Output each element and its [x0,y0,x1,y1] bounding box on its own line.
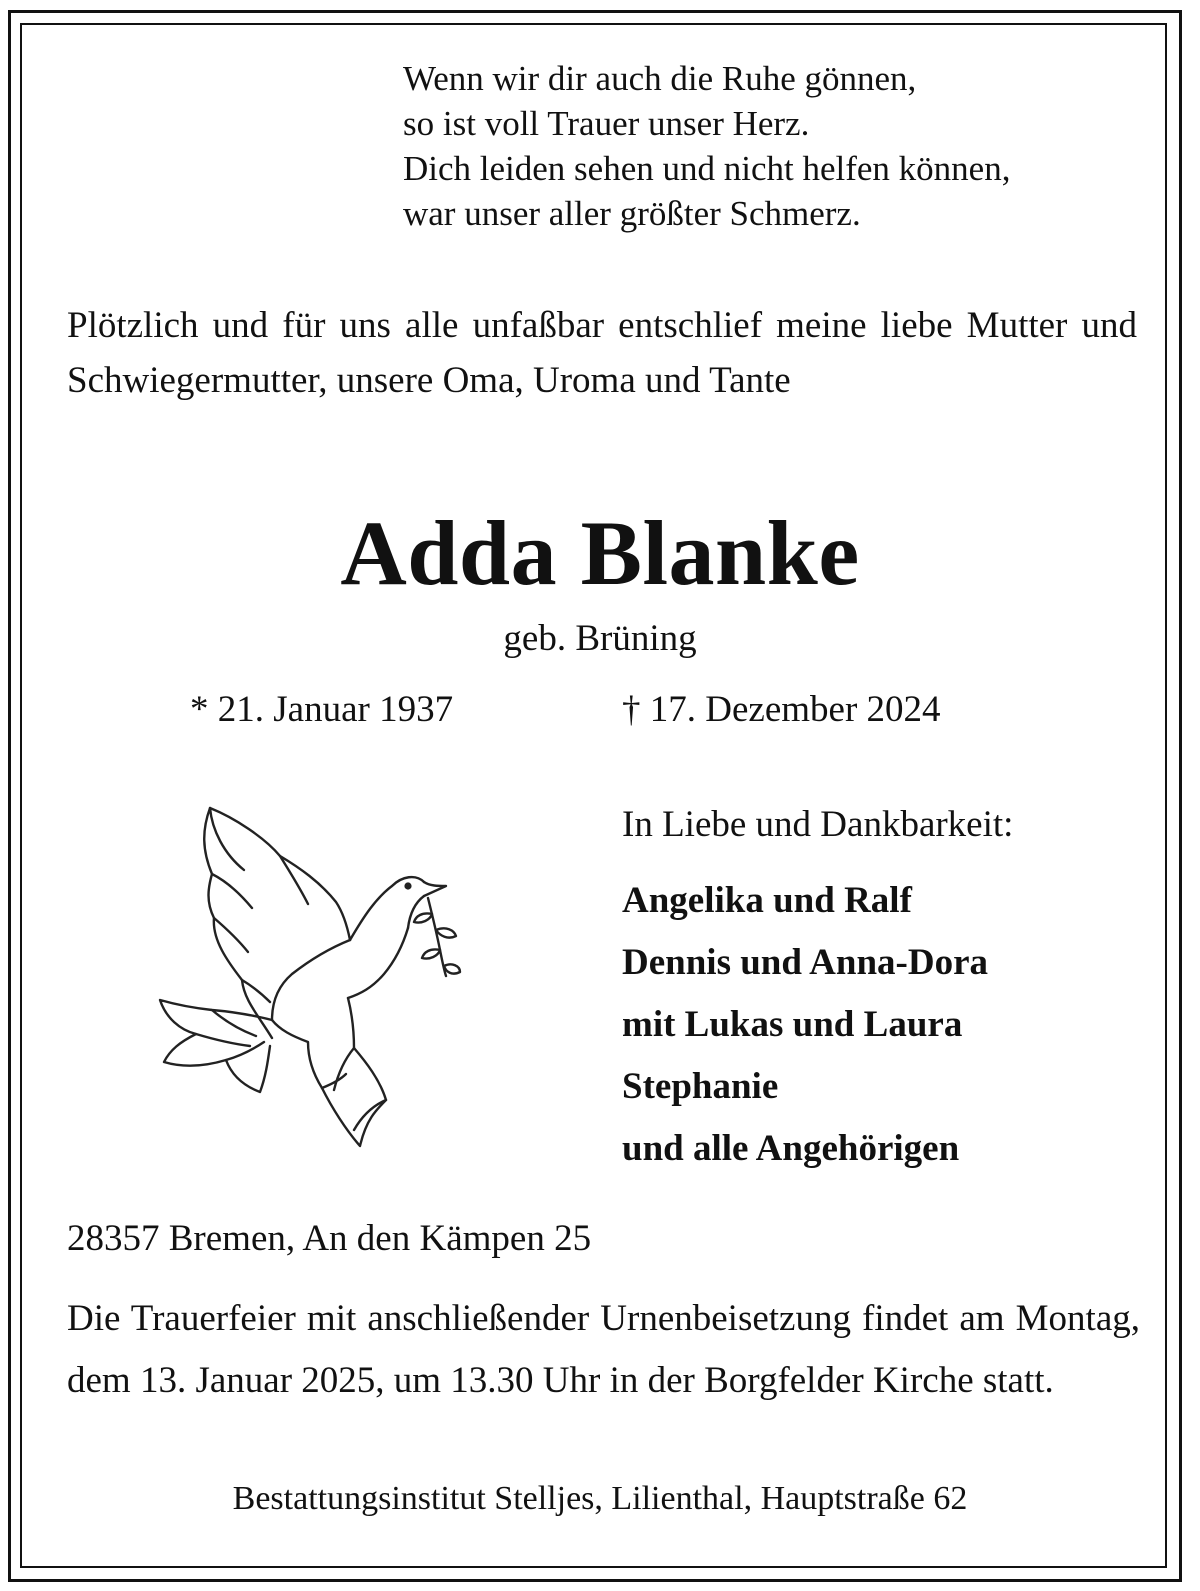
undertaker-line: Bestattungsinstitut Stelljes, Lilienthal, Hauptstraße 62 [232,1480,968,1517]
intro-text: Plötzlich und für uns alle unfaßbar entschlief meine liebe Mutter und Schwiegermutter, unsere Oma, Uroma und Tante [67,305,1137,401]
mourner-line: Dennis und Anna-Dora [622,942,989,983]
thanks-heading: In Liebe und Dankbarkeit: [622,804,1014,845]
deceased-name: Adda Blanke [340,502,860,604]
poem-line: Wenn wir dir auch die Ruhe gönnen, [403,59,917,98]
poem-line: Dich leiden sehen und nicht helfen können, [403,149,1011,188]
poem-line: war unser aller größter Schmerz. [403,194,861,233]
family-address: 28357 Bremen, An den Kämpen 25 [67,1218,592,1259]
mourner-line: Angelika und Ralf [622,880,912,921]
dove-with-olive-branch-icon [140,790,470,1160]
death-date: † 17. Dezember 2024 [622,689,941,730]
poem-line: so ist voll Trauer unser Herz. [403,104,810,143]
mourner-line: Stephanie [622,1066,779,1107]
birth-date: * 21. Januar 1937 [190,689,454,730]
mourner-line: und alle Angehörigen [622,1128,960,1169]
funeral-notice: Die Trauerfeier mit anschließender Urnenbeisetzung findet am Montag, dem 13. Januar 2025, um 13.30 Uhr in der Borgfelder Kirche statt. [67,1298,1140,1401]
mourner-line: mit Lukas und Laura [622,1004,963,1045]
maiden-name: geb. Brüning [503,618,697,659]
poem [403,56,1010,236]
mourners-list [622,870,988,1180]
